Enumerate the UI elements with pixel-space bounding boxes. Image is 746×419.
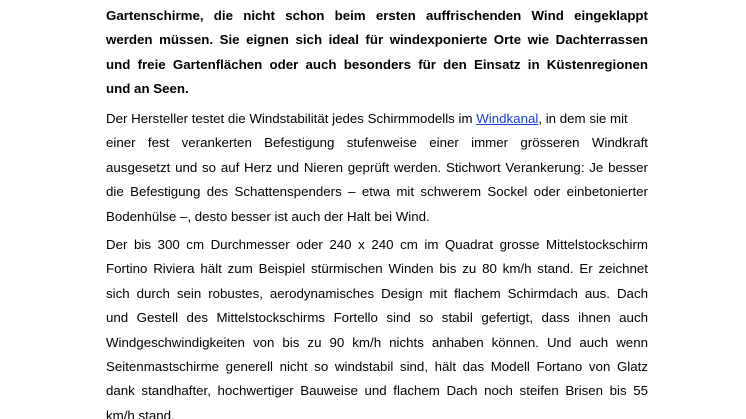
text-segment: Der Hersteller testet die Windstabilität jedes Schirmmodells im [106, 111, 477, 126]
windkanal-link[interactable]: Windkanal [476, 111, 539, 126]
text-line: km/h stand. [106, 407, 175, 419]
models-paragraph [106, 233, 648, 419]
text-line [106, 107, 648, 131]
text-line: und an Seen. [106, 81, 189, 97]
text-line: ausgesetzt und so auf Herz und Nieren geprüft werden. Stichwort Verankerung: Je besser [106, 159, 648, 175]
text-line: Fortino Riviera hält zum Beispiel stürmischen Winden bis zu 80 km/h stand. Er zeichnet [106, 261, 648, 277]
text-line: dank standhafter, hochwertiger Bauweise und flachem Dach noch steifen Brisen bis 55 [106, 383, 648, 399]
text-line: einer fest verankerten Befestigung stufenweise einer immer grösseren Windkraft [106, 135, 648, 151]
text-line: und freie Gartenflächen oder auch besonders für den Einsatz in Küstenregionen [106, 56, 648, 72]
text-line: und Gestell des Mittelstockschirms Fortello sind so stabil gefertigt, dass ihnen auch [106, 310, 648, 326]
text-line: die Befestigung des Schattenspenders – etwa mit schwerem Sockel oder einbetonierter [106, 184, 648, 200]
text-segment: , in dem sie mit [538, 111, 628, 126]
text-line: Bodenhülse –, desto besser ist auch der Halt bei Wind. [106, 208, 430, 224]
text-line: werden müssen. Sie eignen sich ideal für windexponierte Orte wie Dachterrassen [106, 32, 648, 48]
text-line: Gartenschirme, die nicht schon beim ersten auffrischenden Wind eingeklappt [106, 8, 648, 23]
wind-tunnel-paragraph [106, 107, 648, 229]
text-line: sich durch sein robustes, aerodynamisches Design mit flachem Schirmdach aus. Dach [106, 285, 648, 301]
text-line: Der bis 300 cm Durchmesser oder 240 x 240 cm im Quadrat grosse Mittelstockschirm [106, 237, 648, 252]
text-line: Seitenmastschirme generell nicht so windstabil sind, hält das Modell Fortano von Glatz [106, 358, 648, 374]
intro-paragraph [106, 4, 648, 102]
text-line: Windgeschwindigkeiten von bis zu 90 km/h nichts anhaben können. Und auch wenn [106, 334, 648, 350]
